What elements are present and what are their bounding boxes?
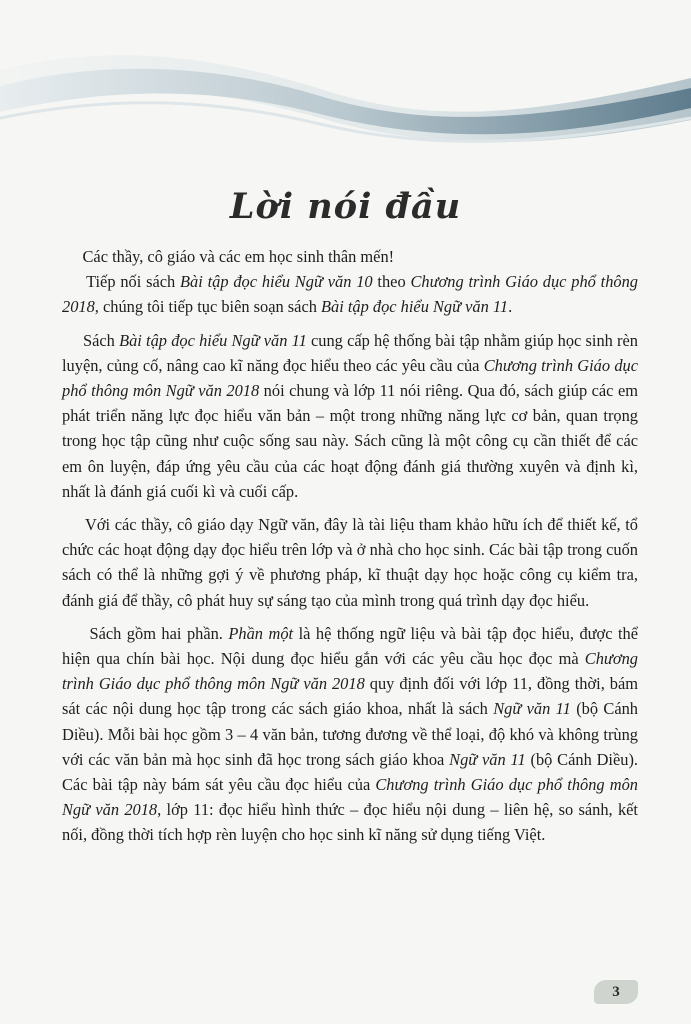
italic-text: Bài tập đọc hiểu Ngữ văn 10 [180,272,373,292]
text: quy định đối với lớp 11, đồng thời, bám sát các nội dung học tập trong các sách giáo khoa, nhất là sách [62,674,638,719]
paragraph [62,269,638,319]
italic-text: Bài tập đọc hiểu Ngữ văn 11 [321,297,509,317]
text: , chúng tôi tiếp tục biên soạn sách [94,297,322,317]
text: (bộ Cánh Diều). Mỗi bài học gồm 3 – 4 văn bản, tương đương về thể loại, độ khó và không trùng với các văn bản mà học sinh đã học trong sách giáo khoa [62,699,638,769]
text: là hệ thống ngữ liệu và bài tập đọc hiểu, được thể hiện qua chín bài học. Nội dung đọc hiểu gắn với các yêu cầu học đọc mà [62,623,638,669]
page-number-badge: 3 [594,980,638,1004]
italic-text: Bài tập đọc hiểu Ngữ văn 11 [119,330,307,350]
decorative-wave-banner [0,0,691,175]
italic-text: Ngữ văn 11 [449,749,526,769]
paragraph [62,328,638,504]
italic-text: Chương trình Giáo dục phổ thông môn Ngữ văn 2018 [62,355,638,401]
text: Với các thầy, cô giáo dạy Ngữ văn, đây là tài liệu tham khảo hữu ích để thiết kế, tổ chức các hoạt động dạy đọc hiểu trên lớp và ở nhà cho học sinh. Các bài tập trong cuốn sách có thể là những gợi ý về phương pháp, kĩ thuật dạy học hoặc công cụ kiểm tra, đánh giá để thầy, cô phát huy sự sáng tạo của mình trong quá trình dạy đọc hiểu. [62,515,638,610]
paragraph [62,244,638,269]
text: (bộ Cánh Diều). Các bài tập này bám sát yêu cầu đọc hiểu của [62,749,638,795]
text: . [508,297,513,317]
text: Sách gồm hai phần. [89,623,229,643]
text: Sách [83,330,120,350]
italic-text: Phần một [228,623,294,643]
italic-text: Ngữ văn 11 [493,699,571,719]
paragraph [62,621,638,848]
italic-text: Chương trình Giáo dục phổ thông 2018 [62,272,638,317]
italic-text: Chương trình Giáo dục phổ thông môn Ngữ văn 2018 [62,649,638,694]
page-title: Lời nói đầu [229,186,462,227]
preface-body [62,244,638,856]
text: Các thầy, cô giáo và các em học sinh thân mến! [82,247,395,266]
text: theo [372,272,411,292]
text: , lớp 11: đọc hiểu hình thức – đọc hiểu nội dung – liên hệ, so sánh, kết nối, đồng thời tích hợp rèn luyện cho học sinh kĩ năng sử dụng tiếng Việt. [62,800,638,845]
text: cung cấp hệ thống bài tập nhằm giúp học sinh rèn luyện, củng cố, nâng cao kĩ năng đọc hiểu theo các yêu cầu của [62,330,638,375]
italic-text: Chương trình Giáo dục phổ thông môn Ngữ văn 2018 [62,775,638,820]
text: Tiếp nối sách [86,272,181,292]
paragraph [62,512,638,613]
text: nói chung và lớp 11 nói riêng. Qua đó, sách giúp các em phát triển năng lực đọc hiểu văn bản – một trong những năng lực cơ bản, quan trọng trong học tập cũng như cuộc sống sau này. Sách cũng là một công cụ cần thiết để các em ôn luyện, đáp ứng yêu cầu của các hoạt động đánh giá thường xuyên và định kì, nhất là đánh giá cuối kì và cuối cấp. [62,381,638,501]
